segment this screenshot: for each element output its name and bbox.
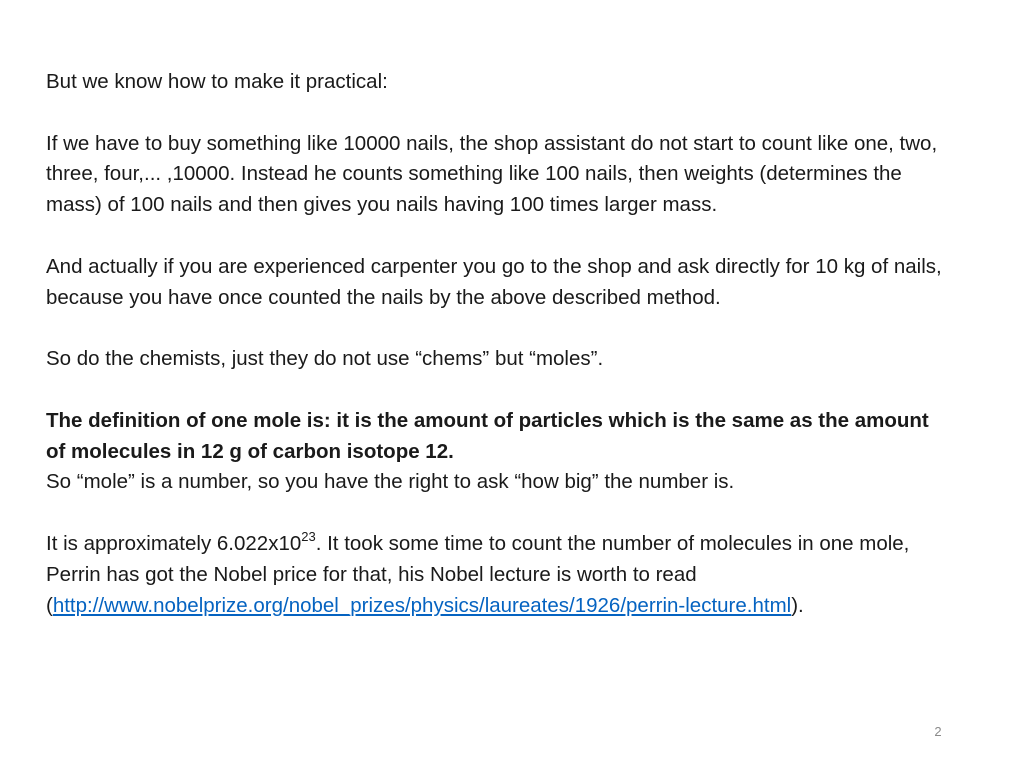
avogadro-text-end: ). <box>791 593 804 617</box>
slide-body <box>46 67 946 652</box>
mole-definition-followup: So “mole” is a number, so you have the right to ask “how big” the number is. <box>46 470 735 494</box>
intro-text: But we know how to make it practical: <box>46 70 388 93</box>
avogadro-text-after: . It took some time to count the number of molecules in one mole, Perrin has got the Nobel price for that, his Nobel lecture is worth to read ( <box>46 531 910 617</box>
carpenter-paragraph: And actually if you are experienced carpenter you go to the shop and ask directly for 10 kg of nails, because you have once counted the nails by the above described method. <box>46 254 942 309</box>
nobel-lecture-link[interactable]: http://www.nobelprize.org/nobel_prizes/physics/laureates/1926/perrin-lecture.html <box>52 593 792 617</box>
mole-definition: The definition of one mole is: it is the amount of particles which is the same as the amount of molecules in 12 g of carbon isotope 12. <box>46 408 929 463</box>
nails-paragraph: If we have to buy something like 10000 nails, the shop assistant do not start to count like one, two, three, four,... ,10000. Instead he counts something like 100 nails, then weights (determines the mass) of 100 nails and then gives you nails having 100 times larger mass. <box>46 131 938 217</box>
avogadro-exponent: 23 <box>301 528 316 544</box>
avogadro-text-before: It is approximately 6.022x10 <box>46 531 302 555</box>
avogadro-paragraph <box>46 529 946 621</box>
chemists-paragraph: So do the chemists, just they do not use “chems” but “moles”. <box>46 347 604 371</box>
slide-number: 2 <box>934 724 942 739</box>
